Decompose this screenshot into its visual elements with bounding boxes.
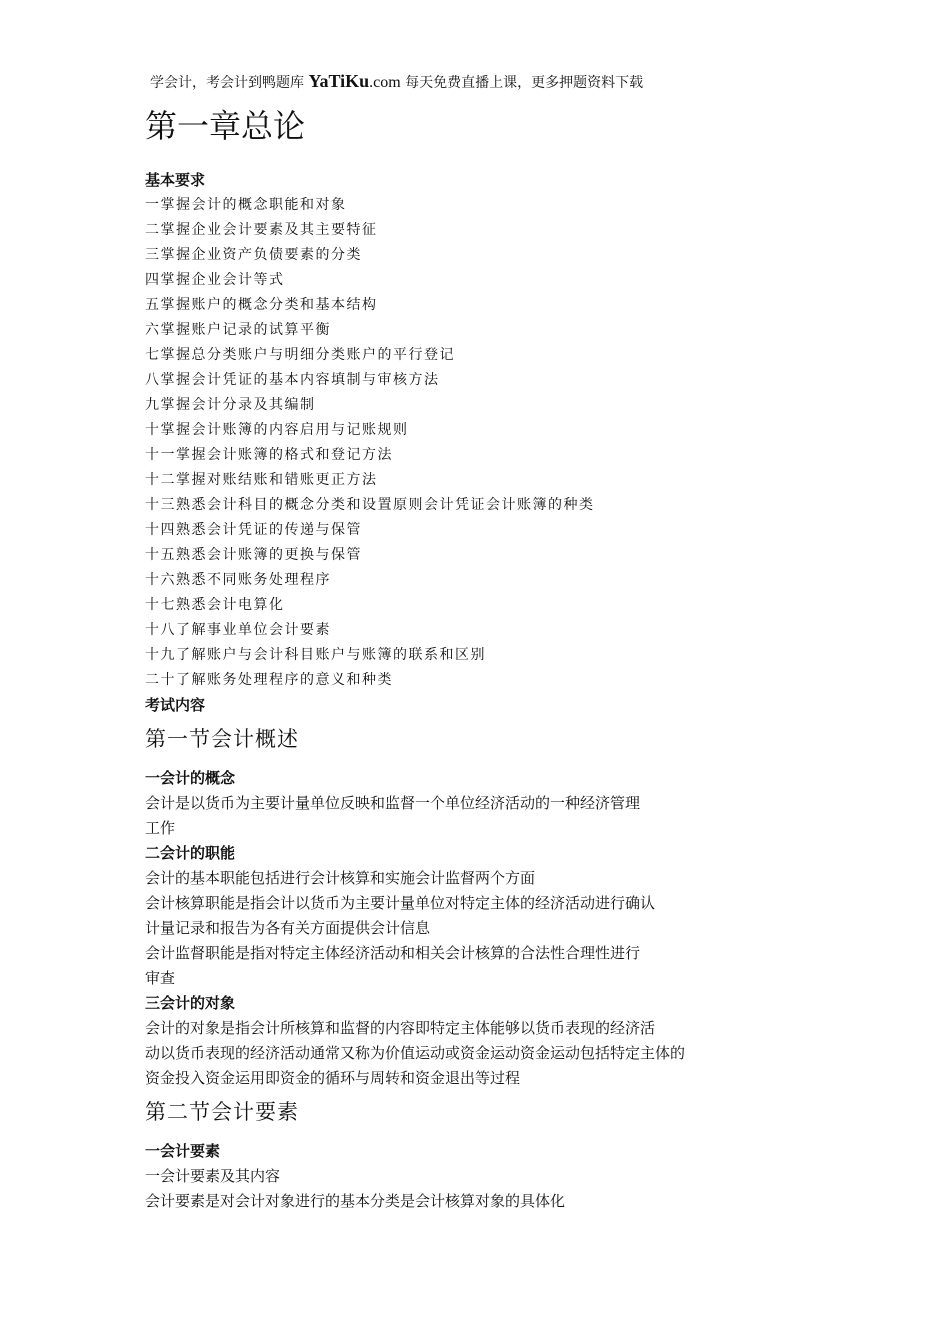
functions-line: 会计的基本职能包括进行会计核算和实施会计监督两个方面 [145, 869, 536, 887]
functions-heading: 二会计的职能 [145, 844, 236, 862]
requirement-item: 十六熟悉不同账务处理程序 [145, 572, 331, 588]
requirement-item: 十一掌握会计账簿的格式和登记方法 [145, 447, 393, 463]
document-content [145, 104, 825, 1214]
functions-line: 计量记录和报告为各有关方面提供会计信息 [145, 919, 431, 937]
exam-content-heading: 考试内容 [145, 696, 206, 714]
requirement-item: 九掌握会计分录及其编制 [145, 397, 316, 413]
concept-line: 工作 [145, 819, 176, 837]
header-suffix: 每天免费直播上课，更多押题资料下载 [400, 75, 644, 91]
requirement-item: 七掌握总分类账户与明细分类账户的平行登记 [145, 347, 455, 363]
section-1-title: 第一节会计概述 [145, 727, 299, 751]
requirement-item: 六掌握账户记录的试算平衡 [145, 322, 331, 338]
chapter-title: 第一章总论 [145, 107, 306, 145]
section-2-title: 第二节会计要素 [145, 1100, 299, 1124]
requirement-item: 四掌握企业会计等式 [145, 272, 285, 288]
concept-heading: 一会计的概念 [145, 769, 236, 787]
page-header [150, 70, 643, 94]
requirement-item: 十九了解账户与会计科目账户与账簿的联系和区别 [145, 647, 486, 663]
concept-line: 会计是以货币为主要计量单位反映和监督一个单位经济活动的一种经济管理 [145, 794, 641, 812]
requirement-item: 十三熟悉会计科目的概念分类和设置原则会计凭证会计账簿的种类 [145, 497, 595, 513]
elements-line: 会计要素是对会计对象进行的基本分类是会计核算对象的具体化 [145, 1192, 566, 1210]
object-line: 会计的对象是指会计所核算和监督的内容即特定主体能够以货币表现的经济活 [145, 1019, 656, 1037]
functions-line: 会计监督职能是指对特定主体经济活动和相关会计核算的合法性合理性进行 [145, 944, 641, 962]
object-heading: 三会计的对象 [145, 994, 236, 1012]
requirement-item: 十掌握会计账簿的内容启用与记账规则 [145, 422, 409, 438]
header-prefix: 学会计，考会计到鸭题库 [150, 75, 309, 91]
functions-line: 会计核算职能是指会计以货币为主要计量单位对特定主体的经济活动进行确认 [145, 894, 656, 912]
requirement-item: 十二掌握对账结账和错账更正方法 [145, 472, 378, 488]
functions-line: 审查 [145, 969, 176, 987]
requirement-item: 三掌握企业资产负债要素的分类 [145, 247, 362, 263]
object-line: 资金投入资金运用即资金的循环与周转和资金退出等过程 [145, 1069, 521, 1087]
requirement-item: 八掌握会计凭证的基本内容填制与审核方法 [145, 372, 440, 388]
requirement-item: 五掌握账户的概念分类和基本结构 [145, 297, 378, 313]
requirement-item: 十五熟悉会计账簿的更换与保管 [145, 547, 362, 563]
requirement-item: 十八了解事业单位会计要素 [145, 622, 331, 638]
elements-line: 一会计要素及其内容 [145, 1167, 281, 1185]
requirement-item: 十七熟悉会计电算化 [145, 597, 285, 613]
requirement-item: 一掌握会计的概念职能和对象 [145, 197, 347, 213]
requirement-item: 十四熟悉会计凭证的传递与保管 [145, 522, 362, 538]
header-brand: YaTiKu [308, 71, 370, 91]
requirement-item: 二十了解账务处理程序的意义和种类 [145, 672, 393, 688]
header-brand-domain: .com [369, 74, 401, 91]
requirements-heading: 基本要求 [145, 171, 206, 189]
requirements-list [145, 193, 825, 693]
requirement-item: 二掌握企业会计要素及其主要特征 [145, 222, 378, 238]
elements-heading: 一会计要素 [145, 1142, 221, 1160]
object-line: 动以货币表现的经济活动通常又称为价值运动或资金运动资金运动包括特定主体的 [145, 1044, 686, 1062]
